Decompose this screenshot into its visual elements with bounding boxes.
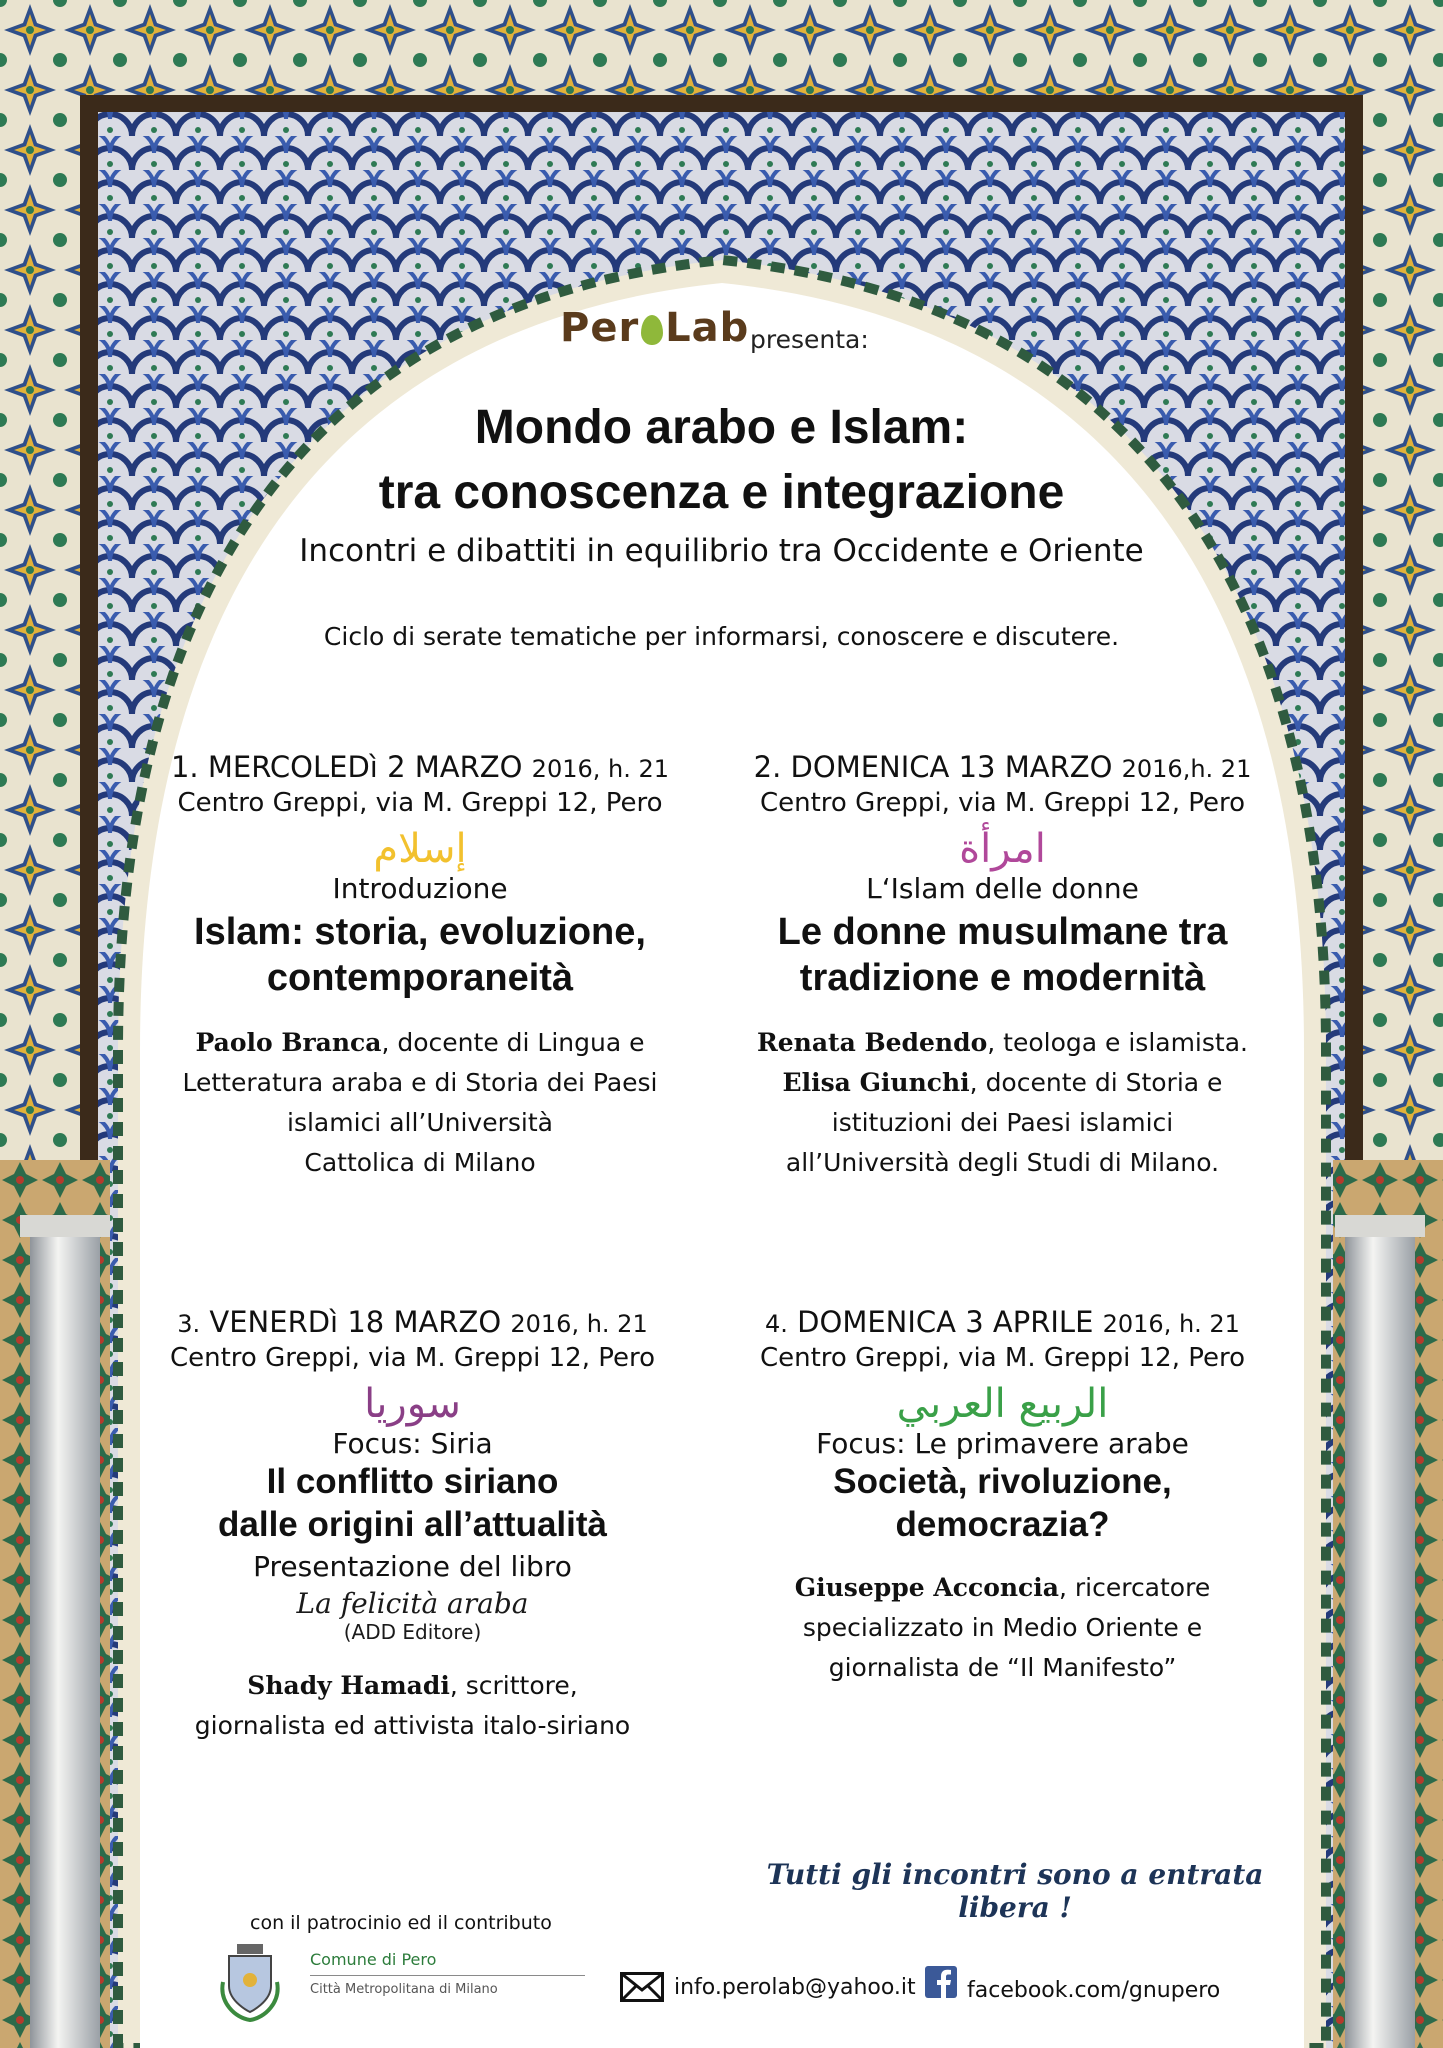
event-3-book-title: La felicità araba bbox=[296, 1587, 529, 1620]
coat-of-arms-icon bbox=[215, 1942, 285, 2022]
speaker-name: Elisa Giunchi bbox=[782, 1068, 970, 1097]
speaker-line: giornalista de “Il Manifesto” bbox=[828, 1653, 1177, 1682]
speaker-line bbox=[715, 1568, 1290, 1608]
comune-name: Comune di Pero bbox=[310, 1950, 437, 1969]
speaker-line: islamici all’Università bbox=[287, 1108, 553, 1137]
event-2-heading bbox=[715, 750, 1290, 784]
event-1-heading bbox=[140, 750, 700, 784]
event-1-day: MERCOLEDì 2 MARZO bbox=[207, 750, 523, 784]
speaker-line: giornalista ed attivista italo-siriano bbox=[194, 1711, 631, 1740]
speaker-name: Renata Bedendo bbox=[757, 1028, 988, 1057]
email-link[interactable]: info.perolab@yahoo.it bbox=[674, 1975, 916, 2000]
main-title-line1: Mondo arabo e Islam: bbox=[474, 401, 969, 454]
event-2-time: 2016,h. 21 bbox=[1121, 755, 1252, 783]
speaker-line bbox=[715, 1023, 1290, 1063]
speaker-line: istituzioni dei Paesi islamici bbox=[831, 1108, 1174, 1137]
event-3-topic: Focus: Siria bbox=[332, 1427, 493, 1460]
speaker-text: , docente di Storia e bbox=[969, 1068, 1223, 1097]
presenta-label: presenta: bbox=[750, 325, 869, 354]
event-3-title bbox=[140, 1460, 685, 1546]
event-1-speaker bbox=[140, 1023, 700, 1183]
event-4-num: 4. bbox=[765, 1310, 788, 1338]
event-2-arabic: امرأة bbox=[959, 826, 1046, 872]
speaker-name: Giuseppe Acconcia bbox=[794, 1573, 1059, 1602]
event-3-heading bbox=[140, 1305, 685, 1339]
event-1-title-line: Islam: storia, evoluzione, bbox=[194, 911, 646, 953]
speaker-line: all’Università degli Studi di Milano. bbox=[785, 1148, 1220, 1177]
event-3-title-line: Il conflitto siriano bbox=[266, 1462, 559, 1501]
event-3-day: VENERDì 18 MARZO bbox=[209, 1305, 502, 1339]
speaker-line bbox=[140, 1023, 700, 1063]
event-1-time: 2016, h. 21 bbox=[531, 755, 670, 783]
perolab-logo bbox=[560, 305, 749, 351]
event-2-day: DOMENICA 13 MARZO bbox=[790, 750, 1113, 784]
event-2-title-line: Le donne musulmane tra bbox=[777, 911, 1228, 953]
event-1-num: 1. bbox=[170, 750, 199, 784]
event-3-title-line: dalle origini all’attualità bbox=[218, 1505, 607, 1544]
event-1-title bbox=[140, 909, 700, 1001]
event-4-arabic: الربيع العربي bbox=[896, 1381, 1109, 1427]
speaker-text: , docente di Lingua e bbox=[381, 1028, 645, 1057]
intro-text: Ciclo di serate tematiche per informarsi, conoscere e discutere. bbox=[323, 622, 1120, 651]
event-4-location: Centro Greppi, via M. Greppi 12, Pero bbox=[759, 1343, 1246, 1373]
event-3-num: 3. bbox=[177, 1310, 201, 1338]
event-4-heading bbox=[715, 1305, 1290, 1339]
event-4 bbox=[715, 1305, 1290, 1688]
event-4-speaker bbox=[715, 1568, 1290, 1688]
event-3-speaker bbox=[140, 1666, 685, 1746]
envelope-icon bbox=[620, 1972, 664, 2002]
event-2-num: 2. bbox=[753, 750, 782, 784]
speaker-line: Cattolica di Milano bbox=[304, 1148, 536, 1177]
event-3-book-intro: Presentazione del libro bbox=[253, 1550, 572, 1583]
metro-name: Città Metropolitana di Milano bbox=[310, 1982, 498, 1997]
event-4-time: 2016, h. 21 bbox=[1102, 1310, 1240, 1338]
event-4-title-line: democrazia? bbox=[895, 1505, 1110, 1544]
event-2-location: Centro Greppi, via M. Greppi 12, Pero bbox=[759, 788, 1246, 818]
event-3-time: 2016, h. 21 bbox=[510, 1310, 648, 1338]
speaker-name: Paolo Branca bbox=[195, 1028, 382, 1057]
event-3-arabic: سوريا bbox=[364, 1381, 461, 1427]
speaker-text: , ricercatore bbox=[1058, 1573, 1211, 1602]
free-entry-note: Tutti gli incontri sono a entrata libera ! bbox=[766, 1858, 1264, 1924]
logo-text-per: Per bbox=[560, 305, 640, 351]
event-4-title bbox=[715, 1460, 1290, 1546]
facebook-link[interactable]: facebook.com/gnupero bbox=[967, 1978, 1221, 2003]
event-4-title-line: Società, rivoluzione, bbox=[833, 1462, 1172, 1501]
speaker-text: , teologa e islamista. bbox=[987, 1028, 1248, 1057]
event-2-topic: L‘Islam delle donne bbox=[866, 872, 1139, 905]
divider bbox=[310, 1975, 585, 1976]
speaker-line: Letteratura araba e di Storia dei Paesi bbox=[182, 1068, 658, 1097]
event-3-book-publisher: (ADD Editore) bbox=[343, 1620, 482, 1644]
event-1 bbox=[140, 750, 700, 1183]
event-3 bbox=[140, 1305, 685, 1746]
main-title-line2: tra conoscenza e integrazione bbox=[378, 466, 1065, 519]
event-1-topic: Introduzione bbox=[332, 872, 508, 905]
event-2-title bbox=[715, 909, 1290, 1001]
speaker-line bbox=[140, 1666, 685, 1706]
event-1-arabic: إسلام bbox=[373, 826, 467, 872]
facebook-icon bbox=[925, 1966, 957, 1998]
event-2-speaker bbox=[715, 1023, 1290, 1183]
subtitle: Incontri e dibattiti in equilibrio tra Occidente e Oriente bbox=[299, 533, 1144, 569]
pear-icon bbox=[641, 315, 663, 345]
speaker-name: Shady Hamadi bbox=[247, 1671, 450, 1700]
event-1-location: Centro Greppi, via M. Greppi 12, Pero bbox=[177, 788, 663, 818]
speaker-line bbox=[715, 1063, 1290, 1103]
event-2-title-line: tradizione e modernità bbox=[799, 957, 1206, 999]
event-2 bbox=[715, 750, 1290, 1183]
event-4-day: DOMENICA 3 APRILE bbox=[797, 1305, 1094, 1339]
speaker-text: , scrittore, bbox=[449, 1671, 578, 1700]
event-3-location: Centro Greppi, via M. Greppi 12, Pero bbox=[169, 1343, 656, 1373]
patronage-text: con il patrocinio ed il contributo bbox=[250, 1912, 552, 1934]
event-1-title-line: contemporaneità bbox=[266, 957, 574, 999]
logo-text-lab: Lab bbox=[665, 305, 750, 351]
event-4-topic: Focus: Le primavere arabe bbox=[816, 1427, 1189, 1460]
speaker-line: specializzato in Medio Oriente e bbox=[802, 1613, 1203, 1642]
